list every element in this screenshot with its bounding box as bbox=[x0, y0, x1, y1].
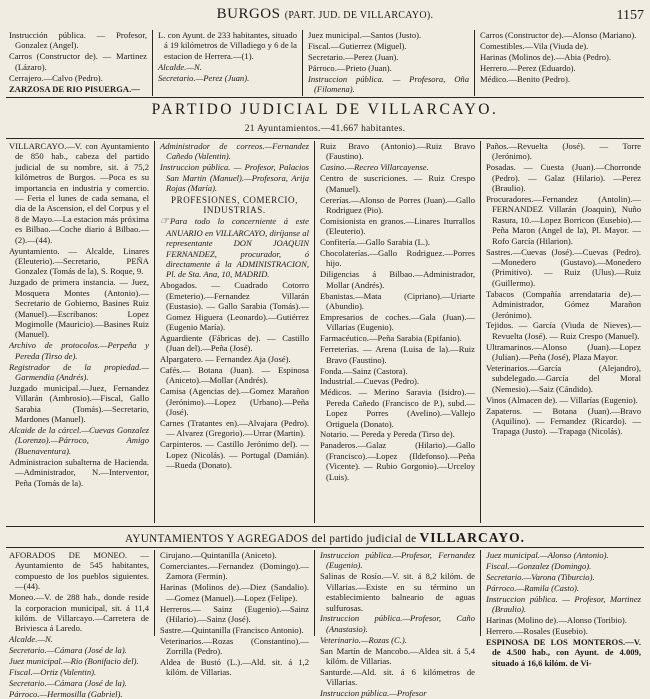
ayuntamientos-heading bbox=[0, 530, 650, 546]
section-heading: PROFESIONES, COMERCIO, INDUSTRIAS. bbox=[171, 194, 298, 215]
entry: Sastres.—Cuevas (José).—Cuevas (Pedro).—Monedero (Gustavo).—Monedero (Primitivo). — Ruiz (Ulus).—Ruiz (Guillermo). bbox=[486, 246, 641, 288]
entry: VILLARCAYO.—V. con Ayuntamiento de 850 hab., cabeza del partido judicial de su nombre, sit. á 75,2 kilómetros de Burgos. —Poca es su importancia en industria y comercio. — Feria el lunes de cada semana, el dia de la Ascension, el del Corpus y el 8 de Mayo.—La estacion más próxima es Bilbao.—Coche diario á Bilbao.—(2).—(44). bbox=[9, 141, 149, 245]
entry: Comestibles.—Vila (Viuda de). bbox=[480, 40, 589, 51]
district-subtitle: 21 Ayuntamientos.—41.667 habitantes. bbox=[244, 124, 406, 134]
entry: Veterinarios.—García (Alejandro), subdelegado.—García del Moral (Nemesio).—Saiz (Cándido). bbox=[486, 363, 641, 394]
top-column-1 bbox=[4, 30, 152, 96]
entry: Secretario.—Perez (Juan). bbox=[158, 72, 250, 83]
entry: Ruiz Bravo (Antonio).—Ruiz Bravo (Faustino). bbox=[320, 141, 475, 162]
ayuntamientos-column-4 bbox=[480, 550, 646, 668]
entry: Panaderos.—Galaz (Hilario).—Gallo (Francisco).—Lopez (Ildefonso).—Peña (Vicente). — Rubio Gorgonio).—Urceloy (Luis). bbox=[320, 440, 475, 482]
entry: Cafés.— Botana (Juan). — Espinosa (Aniceto).—Mollar (Andrés). bbox=[160, 365, 309, 386]
entry: Aldea de Bustó (L.).—Ald. sit. á 1,2 kilóm. de Villarias. bbox=[160, 657, 309, 678]
advert-notice bbox=[160, 216, 309, 279]
entry: Párroco.—Hermosilla (Gabriel). bbox=[9, 688, 123, 699]
entry: Casino.—Recreo Villarcayense. bbox=[320, 162, 429, 173]
entry: Alcaide de la cárcel.—Cuevas Gonzalez (Lorenzo).—Párroco, Amigo (Buenaventura). bbox=[9, 424, 149, 456]
entry: Diligencias á Bilbao.—Administrador, Mollar (Andrés). bbox=[320, 269, 475, 290]
entry: Archivo de protocolos.—Perpeña y Pereda (Tirso de). bbox=[9, 340, 149, 361]
section-divider bbox=[6, 526, 644, 527]
entry: Zapateros. — Botana (Juan).—Bravo (Aquilino). — Fernandez (Ricardo). — Trapaga (Justo). —Trapaga (Nicolás). bbox=[486, 405, 641, 437]
running-head-subtitle: (PART. JUD. DE VILLARCAYO). bbox=[284, 10, 434, 21]
pointing-hand-icon: ☞ bbox=[160, 216, 169, 228]
entry: Harinas (Molinos de).—Abia (Pedro). bbox=[480, 51, 612, 62]
entry: Instruccion pública. — Profesor, Martinez (Braulio). bbox=[486, 593, 641, 615]
entry: Farmacéutico.—Peña Sarabia (Epifanio). bbox=[320, 333, 462, 344]
entry: Secretario.—Perez (Juan). bbox=[308, 51, 399, 62]
entry: Aguardiente (Fábricas de). — Castillo (Juan del).—Peña (José). bbox=[160, 332, 309, 354]
entry: Instruccion pública.—Profesor bbox=[320, 688, 427, 699]
entry: Secretario.—Varona (Tiburcio). bbox=[486, 571, 595, 582]
entry: Ayuntamiento. — Alcalde, Linares (Eleuterio).—Secretario, PEÑA Gonzalez (Tomás de la), S. Roque, 9. bbox=[9, 245, 149, 277]
entry: Secretario.—Cámara (José de la). bbox=[9, 645, 127, 656]
advert-text: Para todo lo concerniente á este ANUARIO en VILLARCAYO, diríjanse al representante DON JOAQUIN FERNANDEZ, procurador, ó directamente á la ADMINISTRACION, Pl. de Sta. Ana, 10, MADRID. bbox=[166, 216, 309, 280]
entry: Notario. — Pereda y Pereda (Tirso de). bbox=[320, 429, 455, 440]
entry: Párroco.—Ramila (Casto). bbox=[486, 582, 580, 593]
entry: Industrial.—Cuevas (Pedro). bbox=[320, 376, 420, 387]
entry: Carros (Constructor de). — Martinez (Lázaro). bbox=[9, 51, 147, 72]
entry: Alcalde.—N. bbox=[9, 634, 53, 645]
section-divider bbox=[6, 138, 644, 139]
entry: Instruccion pública.—Profesor, Caño (Anastasio). bbox=[320, 613, 475, 634]
entry: Registrador de la propiedad.—Garmendia (Andrés). bbox=[9, 361, 149, 382]
ayuntamientos-column-1 bbox=[4, 550, 154, 699]
district-column-3 bbox=[314, 141, 480, 523]
district-column-2 bbox=[154, 141, 314, 523]
running-head-title: BURGOS bbox=[216, 6, 281, 22]
ayuntamientos-heading-prefix: AYUNTAMIENTOS Y AGREGADOS del partido judicial de bbox=[125, 533, 417, 545]
entry: Tabacos (Compañía arrendataria de).—Administrador, Gómez Marañon (Jerónimo). bbox=[486, 288, 641, 320]
district-column-1 bbox=[4, 141, 154, 523]
entry: Alcalde.—N. bbox=[158, 61, 202, 72]
entry: Instruccion pública.—Profesor, Fernandez (Eugenio). bbox=[320, 550, 475, 571]
entry: Salinas de Rosío.—V. sit. á 8,2 kilóm. de Villarias.—Existe en su término un establecimiento balneario de aguas sulfurosas. bbox=[320, 571, 475, 613]
entry: Fiscal.—Ortiz (Valentin). bbox=[9, 666, 97, 677]
entry: Centro de suscriciones. — Ruiz Crespo (Manuel). bbox=[320, 173, 475, 194]
entry: Juzgado municipal.—Juez, Fernandez Villarán (Ambrosio).—Fiscal, Gallo Sarabia (Tomás).—Secretario, Mardones (Manuel). bbox=[9, 382, 149, 425]
district-column-4 bbox=[480, 141, 646, 523]
entry: Administracion subalterna de Hacienda.—Administrador, N.—Interventor, Peña (Tomás de la). bbox=[9, 456, 149, 488]
entry: Carros (Constructor de).—Alonso (Mariano). bbox=[480, 30, 637, 40]
entry: Procuradores.—Fernandez (Antolin).—FERNANDEZ Villarán (Joaquin), Nuño Rasura, 10.—Lopez Borricon (Eusebio).—Peña Maron (Angel de la), Pl. Mayor. —Rofo García (Hilarion). bbox=[486, 194, 641, 246]
entry: Santurde.—Ald. sit. á 6 kilómetros de Villarias. bbox=[320, 666, 475, 688]
entry: Abogados. — Cuadrado Cotorro (Emeterio).—Fernandez Villarán (Eustasio). — Gallo Sarabia (Tomás).—Gomez Higuera (Leonardo).—Gutiérrez (Eugenio María). bbox=[160, 280, 309, 332]
ayuntamientos-columns bbox=[4, 550, 646, 699]
ayuntamientos-heading-name: VILLARCAYO. bbox=[419, 530, 525, 545]
entry: Alpargatero. — Fernandez Aja (José). bbox=[160, 354, 291, 365]
entry: Veterinarios.—Rozas (Constantino).—Zorrilla (Pedro). bbox=[160, 635, 309, 657]
entry: AFORADOS DE MONEO. — Ayuntamiento de 545 habitantes, compuesto de los pueblos siguientes. —(44). bbox=[9, 550, 149, 592]
page-number: 1157 bbox=[616, 8, 644, 23]
entry: Fiscal.—Gonzalez (Domingo). bbox=[486, 560, 592, 571]
entry: Ferreterías. — Arena (Luisa de la).—Ruiz Bravo (Faustino). bbox=[320, 344, 475, 365]
entry: L. con Ayunt. de 233 habitantes, situado á 19 kilómetros de Villadiego y 6 de la estacion de Herrera.—(1). bbox=[158, 30, 297, 61]
district-title: PARTIDO JUDICIAL DE VILLARCAYO. bbox=[151, 101, 499, 118]
entry: Carpinteros. — Castillo Jerónimo del). — Lopez (Nicolás). — Portugal (Damián).—Rueda (Donato). bbox=[160, 439, 309, 471]
entry: Herrero.—Rosales (Eusebio). bbox=[486, 625, 588, 636]
ayuntamientos-column-2 bbox=[154, 550, 314, 678]
entry: Instruccion pública. — Profesor, Palacios San Martin (Manuel).—Profesora, Arija Rojas (María). bbox=[160, 162, 309, 194]
entry: Herreros.— Sainz (Eugenio).—Sainz (Hilario).—Sainz (José). bbox=[160, 603, 309, 624]
entry: Harinas (Molino de).—Alonso (Toribio). bbox=[486, 614, 627, 625]
entry: Sastre.—Quintanilla (Francisco Antonio). bbox=[160, 624, 304, 635]
entry: Posadas. — Cuesta (Juan).—Chorronde (Pedro). — Galaz (Hilario). —Perez (Braulio). bbox=[486, 162, 641, 194]
ayuntamientos-column-3 bbox=[314, 550, 480, 699]
entry: Ultramarinos.—Alonso (Juan).—Lopez (Julian).—Peña (José), Plaza Mayor. bbox=[486, 341, 641, 363]
entry: Paños.—Revuelta (José). — Torre (Jerónimo). bbox=[486, 141, 641, 162]
entry: Empresarios de coches.—Gala (Juan).—Villarias (Eugenio). bbox=[320, 312, 475, 333]
entry: Vinos (Almacen de). — Villarías (Eugenio). bbox=[486, 394, 638, 405]
entry: Juez municipal.—Alonso (Antonio). bbox=[486, 550, 609, 560]
entry: Comisionista en granos.—Linares Iturrallos (Eleuterio). bbox=[320, 215, 475, 237]
top-column-2 bbox=[152, 30, 302, 96]
entry: Camisa (Agencias de).—Gomez Marañon (Jerónimo).—Lopez (Urbano).—Peña (José). bbox=[160, 386, 309, 418]
entry: Ebanistas.—Mata (Cipriano).—Uriarte (Abundio). bbox=[320, 290, 475, 312]
entry: Confitería.—Gallo Sarabia (L.). bbox=[320, 237, 431, 248]
entry: Fonda.—Sainz (Castora). bbox=[320, 365, 408, 376]
entry: Instruccion pública. — Profesora, Oña (Filomena). bbox=[308, 73, 469, 95]
entry: Cererías.—Alonso de Porres (Juan).—Gallo Rodriguez (Pio). bbox=[320, 194, 475, 215]
entry: Juez municipal.—Rio (Bonifacio del). bbox=[9, 656, 139, 667]
entry: Herrero.—Perez (Eduardo). bbox=[480, 62, 576, 73]
entry: Harinas (Molinos de).—Diez (Sandalio).—Gomez (Manuel).—Lopez (Felipe). bbox=[160, 582, 309, 603]
entry: Carnes (Tratantes en).—Alvajara (Pedro). — Alvarez (Gregorio).—Urrar (Martin). bbox=[160, 418, 309, 439]
entry: Comerciantes.—Fernandez (Domingo).—Zamora (Fermin). bbox=[160, 560, 309, 582]
entry: Chocolaterías.—Gallo Rodriguez.—Porres hijo. bbox=[320, 248, 475, 269]
entry: Fiscal.—Gutierrez (Miguel). bbox=[308, 40, 407, 51]
top-columns bbox=[4, 30, 646, 96]
entry: Administrador de correos.—Fernandez Cañedo (Valentin). bbox=[160, 141, 309, 162]
entry: Instrucción pública. — Profesor, Gonzalez (Angel). bbox=[9, 30, 147, 51]
section-divider bbox=[6, 97, 644, 98]
section-divider bbox=[6, 547, 644, 548]
entry: Cerrajero.—Calvo (Pedro). bbox=[9, 72, 103, 83]
entry: Médicos. — Merino Saravia (Isidro).—Pereda Cañedo (Francisco de P.), subd.—Lopez Porres (Avelino).—Vallejo Ortiguela (Donato). bbox=[320, 387, 475, 429]
entry: Tejidos. — García (Viuda de Nieves).—Revuelta (José). — Ruiz Crespo (Manuel). bbox=[486, 320, 641, 341]
top-column-3 bbox=[302, 30, 474, 96]
district-columns bbox=[4, 141, 646, 523]
entry: San Martín de Mancobo.—Aldea sit. á 5,4 kilóm. de Villarias. bbox=[320, 645, 475, 667]
entry: Médico.—Benito (Pedro). bbox=[480, 73, 570, 84]
entry: ZARZOSA DE RIO PISUERGA.— bbox=[9, 83, 140, 94]
top-column-4 bbox=[474, 30, 646, 96]
entry: ESPINOSA DE LOS MONTEROS.—V. de 4.500 hab., con Ayunt. de 4.009, situado á 16,6 kilóm. de Vi- bbox=[486, 636, 641, 668]
entry: Secretario.—Cámara (José de la). bbox=[9, 677, 127, 688]
entry: Párroco.—Prieto (Juan). bbox=[308, 62, 392, 73]
entry: Juez municipal.—Santos (Justo). bbox=[308, 30, 422, 40]
entry: Moneo.—V. de 288 hab., donde reside la corporacion municipal, sit. á 11,4 kilóm. de Villarcayo.—Carretera de Briviesca á Laredo. bbox=[9, 592, 149, 634]
entry: Juzgado de primera instancia. — Juez, Mosquera Montes (Antonio).—Secretario de Gobierno, Basines Ruiz (Manuel).—Escribanos: Lopez Mogimolle (Mauricio).—Basines Ruiz (Manuel). bbox=[9, 277, 149, 340]
entry: Veterinario.—Rozas (C.). bbox=[320, 634, 407, 645]
entry: Cirujano.—Quintanilla (Aniceto). bbox=[160, 550, 277, 560]
running-head bbox=[0, 6, 650, 26]
